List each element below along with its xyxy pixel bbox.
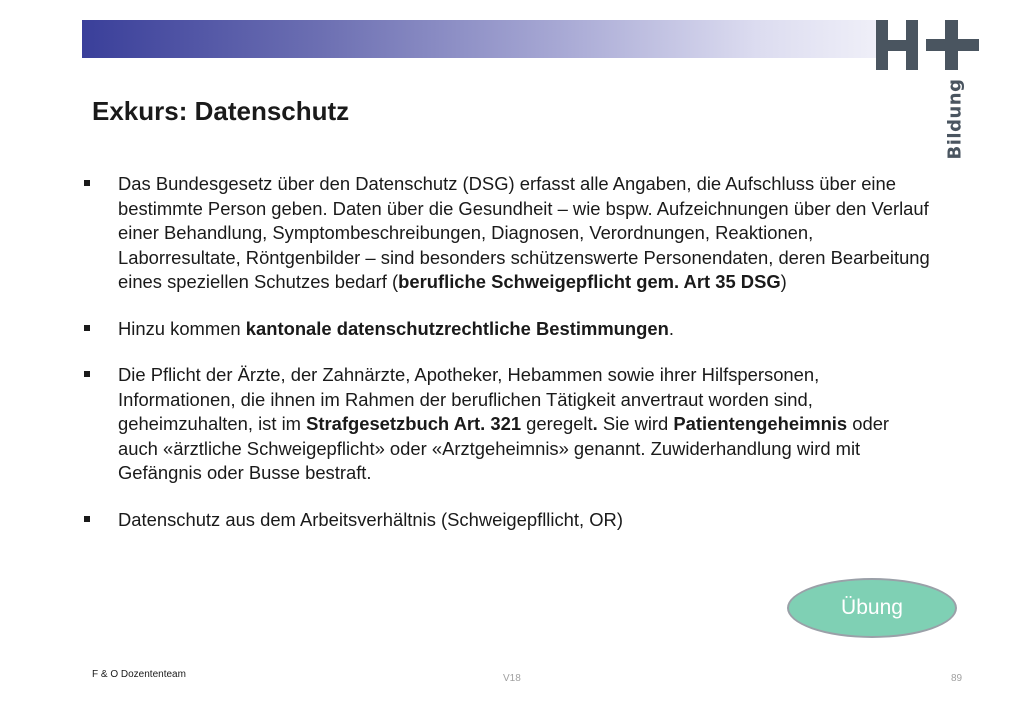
logo-wordmark-text: Bildung [944,78,966,160]
bullet-text-bold: Patientengeheimnis [673,413,848,434]
header-gradient-band [82,20,876,58]
bullet-list [80,172,930,554]
footer-version: V18 [503,673,521,684]
bullet-marker-icon [84,180,90,186]
slide-title: Exkurs: Datenschutz [92,96,350,126]
bullet-text: Datenschutz aus dem Arbeitsverhältnis (Schweigepfllicht, OR) [118,508,623,530]
footer-page-number: 89 [951,673,963,684]
bullet-text: Sie wird [597,413,674,434]
bullet-marker-icon [84,371,90,377]
bullet-item [80,508,930,533]
bullet-text: geregelt [521,413,593,434]
bullet-item [80,317,930,342]
bullet-text-bold: . [592,413,598,434]
bullet-text-bold: berufliche Schweigepflicht gem. Art 35 DSG [398,271,781,292]
bullet-marker-icon [84,325,90,331]
bullet-text: ) [780,271,787,292]
logo-wordmark [932,78,978,160]
bullet-item [80,363,930,486]
bullet-marker-icon [84,516,90,522]
footer-author: F & O Dozententeam [92,669,186,680]
bullet-text: Das Bundesgesetz über den Datenschutz (DSG) erfasst alle Angaben, die Aufschluss über eine bestimmte Person geben. Daten über die Gesundheit – wie bspw. Aufzeichnungen über den Verlauf einer Behandlung, Symptombeschreibungen, Diagnosen, Verordnungen, Reaktionen, Laborresultate, Röntgenbilder – sind besonders schützenswerte Personendaten, deren Bearbeitung eines speziellen Schutzes bedarf ( [118,173,930,292]
bullet-item [80,172,930,295]
bullet-text: . [668,317,674,339]
bullet-text: oder auch «ärztliche Schweigepflicht» oder «Arztgeheimnis» genannt. Zuwiderhandlung wird mit Gefängnis oder Busse bestraft. [118,413,890,483]
bullet-text: Hinzu kommen [118,317,246,339]
bullet-text-bold: kantonale datenschutzrechtliche Bestimmungen [245,317,669,339]
bullet-text-bold: Strafgesetzbuch Art. 321 [306,413,522,434]
bullet-text: Die Pflicht der Ärzte, der Zahnärzte, Apotheker, Hebammen sowie ihrer Hilfspersonen, Informationen, die ihnen im Rahmen der beruflichen Tätigkeit anvertraut worden sind, geheimzuhalten, ist im [118,364,820,434]
exercise-button[interactable]: Übung [787,578,957,638]
